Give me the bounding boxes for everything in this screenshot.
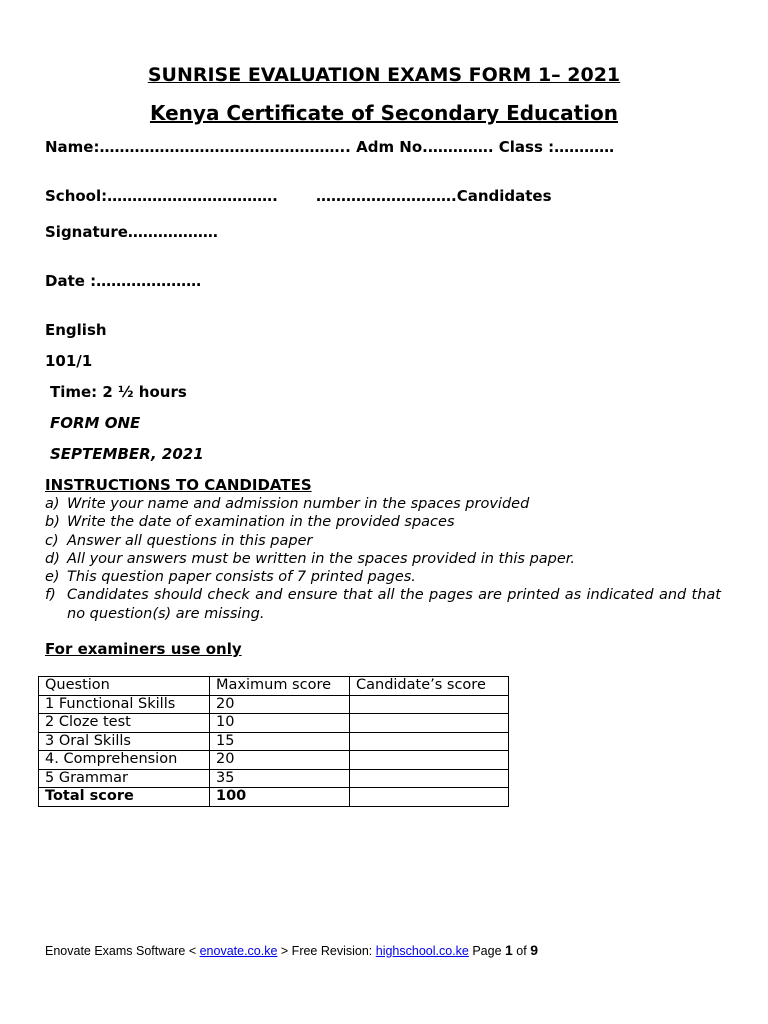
candidates-field: ……………………….Candidates — [316, 187, 552, 205]
total-max-cell: 100 — [210, 788, 350, 807]
instructions-heading: INSTRUCTIONS TO CANDIDATES — [45, 476, 312, 494]
question-cell: 4. Comprehension — [39, 751, 210, 770]
instruction-item — [45, 568, 721, 586]
question-cell: 1 Functional Skills — [39, 695, 210, 714]
enovate-link[interactable]: enovate.co.ke — [199, 944, 278, 958]
instruction-item — [45, 550, 721, 568]
max-score-cell: 20 — [210, 751, 350, 770]
page-number: 1 — [505, 942, 513, 958]
footer-page-word: Page — [468, 944, 506, 958]
date-field: Date :………………… — [45, 272, 202, 290]
instruction-text: Write your name and admission number in the spaces provided — [67, 496, 530, 512]
instruction-text: This question paper consists of 7 printed pages. — [67, 569, 416, 586]
instruction-text: Answer all questions in this paper — [67, 532, 313, 549]
candidate-score-cell — [350, 751, 509, 770]
candidate-score-cell — [350, 695, 509, 714]
instruction-item — [45, 495, 721, 513]
column-header-candidate-score: Candidate’s score — [350, 677, 509, 696]
candidate-score-cell — [350, 732, 509, 751]
max-score-cell: 15 — [210, 732, 350, 751]
question-cell: 3 Oral Skills — [39, 732, 210, 751]
instruction-marker: c) — [45, 532, 59, 549]
table-row — [39, 714, 509, 733]
table-row — [39, 769, 509, 788]
subject: English — [45, 321, 107, 339]
instruction-text: Write the date of examination in the provided spaces — [67, 514, 455, 531]
footer-mid: > Free Revision: — [277, 944, 376, 958]
table-row — [39, 751, 509, 770]
exam-month: SEPTEMBER, 2021 — [50, 445, 204, 463]
exam-subtitle: Kenya Certificate of Secondary Education — [149, 101, 619, 125]
instruction-text: All your answers must be written in the spaces provided in this paper. — [67, 550, 576, 567]
school-field: School:……………………………. — [45, 187, 278, 205]
total-score-cell — [350, 788, 509, 807]
instruction-marker: f) — [45, 587, 56, 604]
candidate-score-cell — [350, 769, 509, 788]
total-label-cell: Total score — [39, 788, 210, 807]
max-score-cell: 20 — [210, 695, 350, 714]
max-score-cell: 10 — [210, 714, 350, 733]
table-row — [39, 695, 509, 714]
signature-field: Signature……………… — [45, 223, 218, 241]
instruction-item — [45, 532, 721, 550]
instruction-text: Candidates should check and ensure that all the pages are printed as indicated and that no question(s) are missing. — [67, 587, 721, 622]
instructions-list — [45, 495, 721, 623]
footer-prefix: Enovate Exams Software < — [45, 944, 200, 958]
column-header-maximum-score: Maximum score — [210, 677, 350, 696]
question-cell: 2 Cloze test — [39, 714, 210, 733]
max-score-cell: 35 — [210, 769, 350, 788]
examiners-heading: For examiners use only — [45, 640, 242, 658]
instruction-marker: e) — [45, 569, 60, 586]
instruction-marker: a) — [45, 496, 60, 512]
candidate-score-cell — [350, 714, 509, 733]
total-row — [39, 788, 509, 807]
footer-of-word: of — [512, 944, 531, 958]
page-total: 9 — [530, 942, 538, 958]
table-row — [39, 732, 509, 751]
instruction-item — [45, 586, 721, 623]
page-footer — [45, 942, 538, 958]
form-level: FORM ONE — [50, 414, 141, 432]
exam-title: SUNRISE EVALUATION EXAMS FORM 1– 2021 — [147, 64, 621, 86]
name-adm-class-line: Name:………………………………………….. Adm No.…………. Class :………… — [45, 138, 615, 156]
time-allowed: Time: 2 ½ hours — [50, 383, 187, 401]
column-header-question: Question — [39, 677, 210, 696]
paper-code: 101/1 — [45, 352, 93, 370]
instruction-item — [45, 513, 721, 531]
highschool-link[interactable]: highschool.co.ke — [375, 944, 469, 958]
score-table — [38, 676, 509, 807]
table-header-row — [39, 677, 509, 696]
instruction-marker: d) — [45, 550, 60, 567]
instruction-marker: b) — [45, 514, 60, 531]
question-cell: 5 Grammar — [39, 769, 210, 788]
